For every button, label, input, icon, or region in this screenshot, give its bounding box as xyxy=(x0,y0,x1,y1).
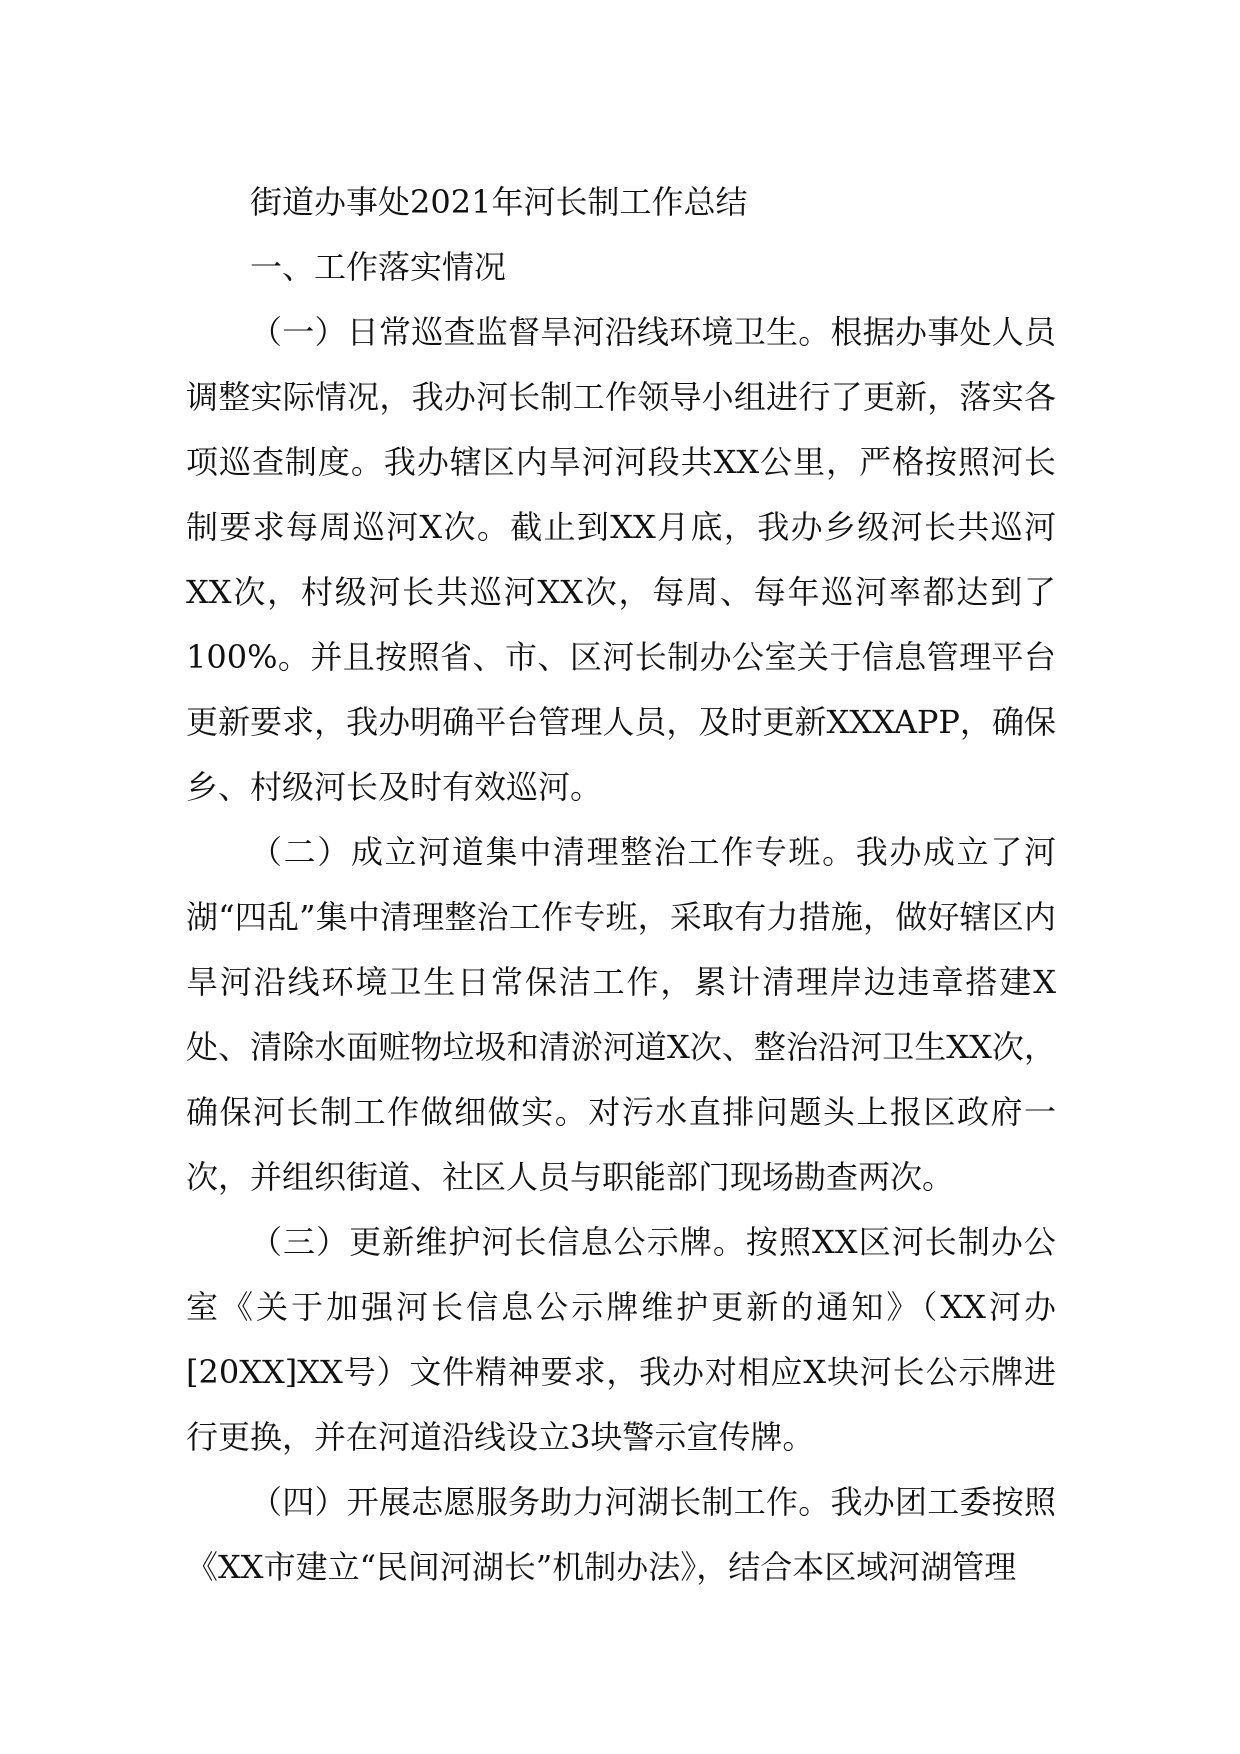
document-title: 街道办事处2021年河长制工作总结 xyxy=(250,183,748,221)
document-body xyxy=(186,170,1056,1600)
paragraph-3: （三）更新维护河长信息公示牌。按照XX区河长制办公室《关于加强河长信息公示牌维护更新的通知》（XX河办[20XX]XX号）文件精神要求，我办对相应X块河长公示牌进行更换，并在河道沿线设立3块警示宣传牌。 xyxy=(186,1223,1056,1456)
section-heading: 一、工作落实情况 xyxy=(250,248,507,286)
paragraph-2: （二）成立河道集中清理整治工作专班。我办成立了河湖“四乱”集中清理整治工作专班，采取有力措施，做好辖区内旱河沿线环境卫生日常保洁工作，累计清理岸边违章搭建X处、清除水面赃物垃圾和清淤河道X次、整治沿河卫生XX次，确保河长制工作做细做实。对污水直排问题头上报区政府一次，并组织街道、社区人员与职能部门现场勘查两次。 xyxy=(186,833,1056,1196)
paragraph-1: （一）日常巡查监督旱河沿线环境卫生。根据办事处人员调整实际情况，我办河长制工作领导小组进行了更新，落实各项巡查制度。我办辖区内旱河河段共XX公里，严格按照河长制要求每周巡河X次。截止到XX月底，我办乡级河长共巡河XX次，村级河长共巡河XX次，每周、每年巡河率都达到了100%。并且按照省、市、区河长制办公室关于信息管理平台更新要求，我办明确平台管理人员，及时更新XXXAPP，确保乡、村级河长及时有效巡河。 xyxy=(186,313,1056,806)
paragraph-4: （四）开展志愿服务助力河湖长制工作。我办团工委按照《XX市建立“民间河湖长”机制办法》，结合本区域河湖管理 xyxy=(186,1483,1056,1586)
